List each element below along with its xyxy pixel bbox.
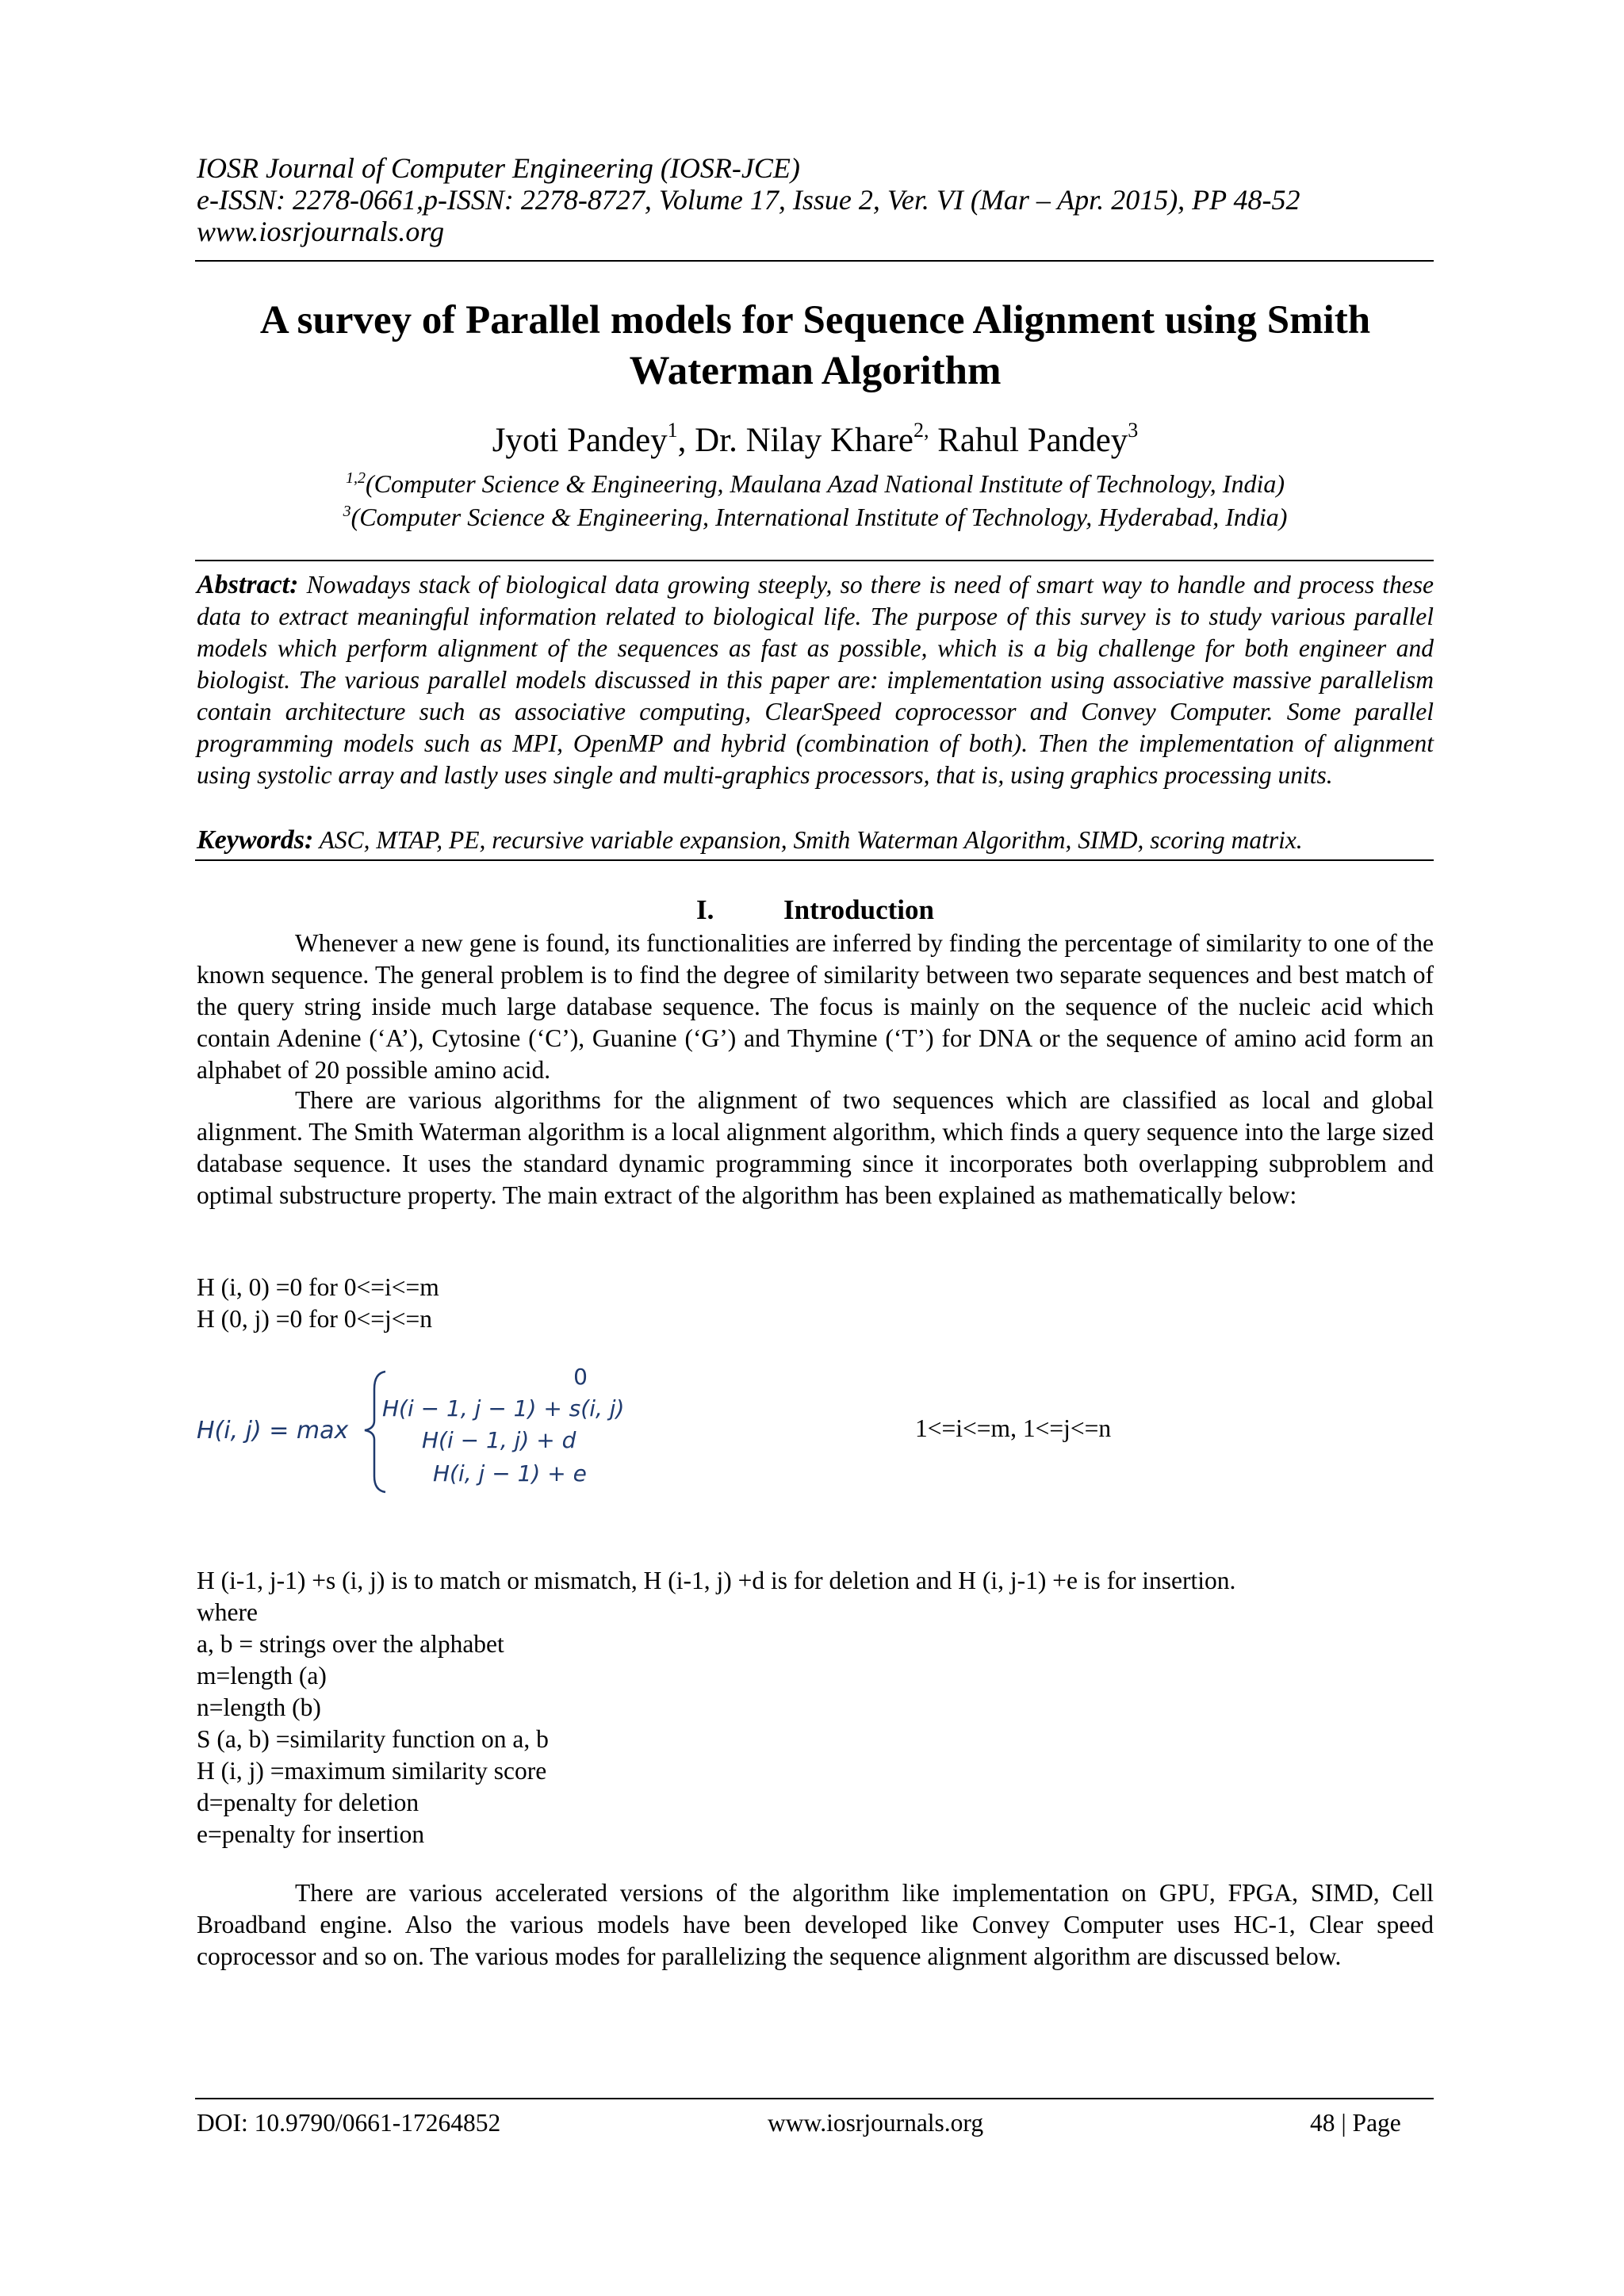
initial-conditions: [197, 1272, 1434, 1335]
formula-case-match: H(i − 1, j − 1) + s(i, j): [382, 1395, 625, 1422]
title-line-1: A survey of Parallel models for Sequence Alignment using Smith: [259, 298, 1371, 342]
author-3-affil-mark: 3: [1128, 419, 1139, 442]
author-3: Rahul Pandey: [929, 422, 1128, 459]
definition-line: S (a, b) =similarity function on a, b: [197, 1725, 549, 1753]
footer-rule: [195, 2098, 1434, 2099]
journal-name: IOSR Journal of Computer Engineering (IOSR-JCE): [197, 152, 800, 184]
affiliation-2-text: (Computer Science & Engineering, International Institute of Technology, Hyderabad, India): [350, 503, 1288, 531]
definition-line: n=length (b): [197, 1693, 321, 1721]
title-line-2: Waterman Algorithm: [629, 349, 1002, 393]
paragraph-2-text: There are various algorithms for the alignment of two sequences which are classified as local and global alignment. The Smith Waterman algorithm is a local alignment algorithm, which finds a query sequence into the large sized database sequence. It uses the standard dynamic programming since it incorporates both overlapping subproblem and optimal substructure property. The main extract of the algorithm has been explained as mathematically below:: [197, 1086, 1434, 1209]
intro-paragraph-3: [197, 1877, 1434, 1973]
formula-case-deletion: H(i − 1, j) + d: [422, 1427, 576, 1453]
intro-paragraph-1: [197, 928, 1434, 1086]
header-rule: [195, 260, 1434, 262]
section-title: Introduction: [783, 894, 934, 925]
section-heading: [197, 894, 1434, 926]
definition-line: H (i, j) =maximum similarity score: [197, 1757, 547, 1785]
author-1: Jyoti Pandey: [492, 422, 668, 459]
affiliation-1: [197, 468, 1434, 499]
intro-paragraph-2: [197, 1085, 1434, 1211]
author-list: [197, 420, 1434, 461]
footer-page-number: 48 | Page: [1310, 2109, 1401, 2137]
abstract-bottom-rule: [195, 859, 1434, 861]
init-condition-row: H (i, 0) =0 for 0<=i<=m: [197, 1273, 439, 1301]
keywords-text: ASC, MTAP, PE, recursive variable expansion, Smith Waterman Algorithm, SIMD, scoring matrix.: [313, 826, 1303, 854]
section-number: I.: [696, 894, 714, 925]
recurrence-formula: [195, 1357, 671, 1500]
definition-line: d=penalty for deletion: [197, 1789, 419, 1816]
journal-website: www.iosrjournals.org: [197, 216, 445, 247]
formula-lhs: H(i, j) = max: [197, 1417, 349, 1445]
affiliation-1-mark: 1,2: [346, 469, 366, 487]
formula-condition: 1<=i<=m, 1<=j<=n: [915, 1414, 1112, 1442]
abstract-text: Nowadays stack of biological data growing steeply, so there is need of smart way to handle and process these data to extract meaningful information related to biological life. The purpose of this survey is to study various parallel models which perform alignment of the sequences as fast as possible, which is a big challenge for both engineer and biologist. The various parallel models discussed in this paper are: implementation using associative massive parallelism contain architecture such as associative computing, ClearSpeed coprocessor and Convey Computer. Some parallel programming models such as MPI, OpenMP and hybrid (combination of both). Then the implementation of alignment using systolic array and lastly uses single and multi-graphics processors, that is, using graphics processing units.: [197, 571, 1434, 789]
formula-case-zero: 0: [573, 1364, 588, 1390]
abstract-top-rule: [195, 560, 1434, 561]
abstract: [197, 569, 1434, 791]
abstract-label: Abstract:: [197, 570, 299, 599]
init-condition-col: H (0, j) =0 for 0<=j<=n: [197, 1305, 433, 1333]
author-1-affil-mark: 1: [667, 419, 678, 442]
footer-doi: DOI: 10.9790/0661-17264852: [197, 2109, 501, 2137]
formula-case-insertion: H(i, j − 1) + e: [433, 1460, 587, 1487]
definition-line: e=penalty for insertion: [197, 1820, 425, 1848]
formula-brace: [365, 1372, 385, 1492]
journal-issn-volume: e-ISSN: 2278-0661,p-ISSN: 2278-8727, Volume 17, Issue 2, Ver. VI (Mar – Apr. 2015), PP 48-52: [197, 184, 1300, 216]
footer-website: www.iosrjournals.org: [768, 2109, 984, 2137]
keywords-label: Keywords:: [197, 825, 314, 855]
keywords: [197, 825, 1434, 856]
definition-line: H (i-1, j-1) +s (i, j) is to match or mismatch, H (i-1, j) +d is for deletion and H (i, j-1) +e is for insertion.: [197, 1567, 1236, 1594]
affiliation-2: [197, 501, 1434, 533]
author-2: , Dr. Nilay Khare: [677, 422, 914, 459]
paper-title: [197, 295, 1434, 396]
journal-header: [197, 152, 1434, 247]
definitions-list: [197, 1565, 1434, 1850]
author-2-affil-mark: 2,: [913, 419, 929, 442]
definition-line: a, b = strings over the alphabet: [197, 1630, 504, 1658]
definition-line: where: [197, 1598, 258, 1626]
paragraph-1-text: Whenever a new gene is found, its functionalities are inferred by finding the percentage of similarity to one of the known sequence. The general problem is to find the degree of similarity between two separate sequences and best match of the query string inside much large database sequence. The focus is mainly on the sequence of the nucleic acid which contain Adenine (‘A’), Cytosine (‘C’), Guanine (‘G’) and Thymine (‘T’) for DNA or the sequence of amino acid form an alphabet of 20 possible amino acid.: [197, 929, 1434, 1084]
affiliation-1-text: (Computer Science & Engineering, Maulana Azad National Institute of Technology, India): [366, 469, 1285, 498]
affiliation-2-mark: 3: [343, 503, 351, 520]
paragraph-3-text: There are various accelerated versions of the algorithm like implementation on GPU, FPGA, SIMD, Cell Broadband engine. Also the various models have been developed like Convey Computer uses HC-1, Clear speed coprocessor and so on. The various modes for parallelizing the sequence alignment algorithm are discussed below.: [197, 1879, 1434, 1970]
definition-line: m=length (a): [197, 1662, 327, 1689]
